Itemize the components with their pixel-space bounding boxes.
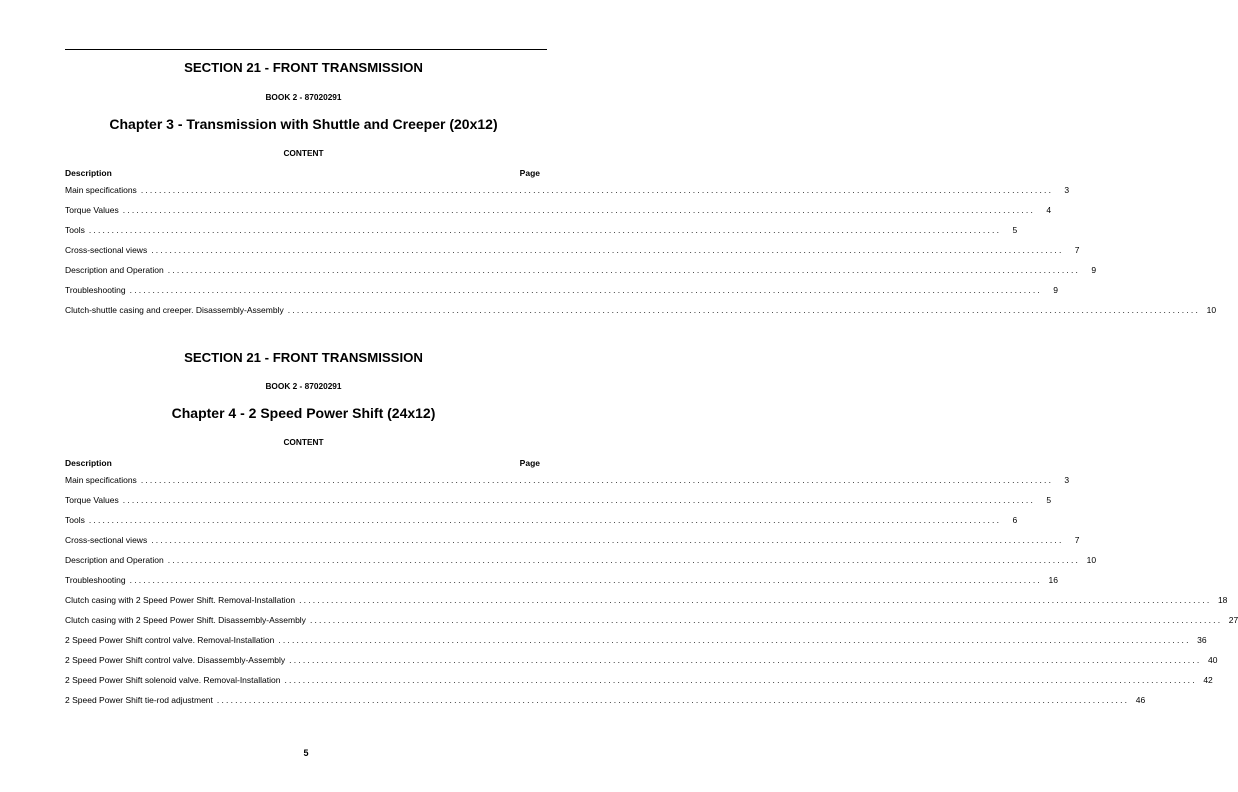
toc-entry-title: Cross-sectional views (65, 245, 148, 255)
dot-leader: ........................................................................................................................................................................................................ (151, 535, 1064, 545)
toc-entry-title: 2 Speed Power Shift control valve. Removal-Installation (65, 635, 275, 645)
top-rule (65, 49, 547, 50)
toc-entry-page: 5 (1046, 495, 1052, 505)
toc-entry-title: Description and Operation (65, 265, 164, 275)
toc-entry-title: 2 Speed Power Shift solenoid valve. Removal-Installation (65, 675, 281, 685)
dot-leader: ........................................................................................................................................................................................................ (284, 675, 1197, 685)
chapter-title: Chapter 4 - 2 Speed Power Shift (24x12) (171, 405, 436, 421)
toc-row (65, 225, 1018, 245)
toc-row (65, 265, 1097, 285)
toc-row (65, 675, 1213, 695)
toc-row (65, 515, 1018, 535)
chapter-title-2 (65, 405, 542, 421)
toc-entry-page: 9 (1053, 285, 1058, 295)
toc-row (65, 205, 1052, 225)
toc-entry-page: 3 (1064, 475, 1070, 485)
toc-entries (65, 185, 1217, 325)
toc-entry-title: Torque Values (65, 205, 119, 215)
toc-row (65, 285, 1058, 305)
book-ref-1 (65, 92, 542, 102)
dot-leader: ........................................................................................................................................................................................................ (289, 655, 1202, 665)
toc-entry-page: 6 (1012, 515, 1018, 525)
toc-row (65, 615, 1238, 635)
toc-entry-page: 27 (1228, 615, 1238, 625)
section-title-1 (65, 60, 542, 75)
book-number: BOOK 2 - 87020291 (265, 381, 342, 391)
toc-entry-title: Clutch casing with 2 Speed Power Shift. Disassembly-Assembly (65, 615, 306, 625)
toc-entry-page: 42 (1203, 675, 1213, 685)
toc-row (65, 575, 1058, 595)
toc-entry-page: 10 (1086, 555, 1097, 565)
dot-leader: ........................................................................................................................................................................................................ (287, 305, 1201, 315)
toc-row (65, 495, 1052, 515)
dot-leader: ........................................................................................................................................................................................................ (129, 575, 1042, 585)
dot-leader: ........................................................................................................................................................................................................ (129, 285, 1042, 295)
toc-entry-title: 2 Speed Power Shift tie-rod adjustment (65, 695, 213, 705)
dot-leader: ........................................................................................................................................................................................................ (299, 595, 1212, 605)
toc-2 (65, 458, 1238, 715)
toc-header (65, 168, 542, 180)
toc-entry-page: 36 (1197, 635, 1207, 645)
page-column-header: Page (519, 458, 540, 468)
toc-entry-title: Clutch-shuttle casing and creeper. Disassembly-Assembly (65, 305, 284, 315)
toc-entry-page: 4 (1046, 205, 1052, 215)
description-column-header: Description (65, 168, 112, 178)
content-label: CONTENT (283, 437, 324, 447)
section-title: SECTION 21 - FRONT TRANSMISSION (184, 60, 423, 75)
toc-1 (65, 168, 1217, 325)
page-column-header: Page (519, 168, 540, 178)
toc-entries (65, 475, 1238, 715)
toc-row (65, 245, 1080, 265)
toc-entry-title: Troubleshooting (65, 575, 126, 585)
content-label-1 (65, 148, 542, 158)
toc-entry-title: Clutch casing with 2 Speed Power Shift. Removal-Installation (65, 595, 296, 605)
page-number: 5 (303, 748, 309, 758)
toc-entry-title: Description and Operation (65, 555, 164, 565)
toc-row (65, 595, 1228, 615)
book-number: BOOK 2 - 87020291 (265, 92, 342, 102)
toc-row (65, 655, 1218, 675)
dot-leader: ........................................................................................................................................................................................................ (88, 515, 1002, 525)
dot-leader: ........................................................................................................................................................................................................ (278, 635, 1191, 645)
dot-leader: ........................................................................................................................................................................................................ (167, 555, 1081, 565)
toc-entry-title: Torque Values (65, 495, 119, 505)
content-label: CONTENT (283, 148, 324, 158)
toc-entry-title: Main specifications (65, 185, 137, 195)
toc-entry-title: Main specifications (65, 475, 137, 485)
toc-entry-page: 10 (1206, 305, 1217, 315)
toc-entry-page: 46 (1135, 695, 1146, 705)
toc-row (65, 305, 1217, 325)
toc-entry-title: Tools (65, 515, 85, 525)
toc-entry-page: 40 (1208, 655, 1218, 665)
toc-row (65, 185, 1070, 205)
toc-entry-title: Troubleshooting (65, 285, 126, 295)
dot-leader: ........................................................................................................................................................................................................ (309, 615, 1223, 625)
section-title-2 (65, 350, 542, 365)
dot-leader: ........................................................................................................................................................................................................ (167, 265, 1081, 275)
toc-row (65, 555, 1097, 575)
section-title: SECTION 21 - FRONT TRANSMISSION (184, 350, 423, 365)
content-label-2 (65, 437, 542, 447)
toc-entry-page: 5 (1012, 225, 1018, 235)
toc-entry-title: 2 Speed Power Shift control valve. Disassembly-Assembly (65, 655, 286, 665)
toc-entry-page: 18 (1217, 595, 1228, 605)
toc-entry-title: Cross-sectional views (65, 535, 148, 545)
dot-leader: ........................................................................................................................................................................................................ (122, 495, 1036, 505)
chapter-title-1 (65, 116, 542, 132)
toc-row (65, 475, 1070, 495)
dot-leader: ........................................................................................................................................................................................................ (88, 225, 1002, 235)
toc-entry-page: 7 (1074, 245, 1080, 255)
dot-leader: ........................................................................................................................................................................................................ (216, 695, 1130, 705)
toc-row (65, 635, 1207, 655)
toc-entry-page: 3 (1064, 185, 1070, 195)
book-ref-2 (65, 381, 542, 391)
toc-entry-page: 16 (1048, 575, 1058, 585)
toc-row (65, 695, 1146, 715)
toc-entry-page: 9 (1091, 265, 1097, 275)
toc-entry-title: Tools (65, 225, 85, 235)
dot-leader: ........................................................................................................................................................................................................ (140, 185, 1054, 195)
toc-header (65, 458, 542, 470)
toc-entry-page: 7 (1074, 535, 1080, 545)
dot-leader: ........................................................................................................................................................................................................ (140, 475, 1054, 485)
chapter-title: Chapter 3 - Transmission with Shuttle and Creeper (20x12) (109, 116, 498, 132)
dot-leader: ........................................................................................................................................................................................................ (122, 205, 1036, 215)
description-column-header: Description (65, 458, 112, 468)
dot-leader: ........................................................................................................................................................................................................ (151, 245, 1064, 255)
toc-row (65, 535, 1080, 555)
